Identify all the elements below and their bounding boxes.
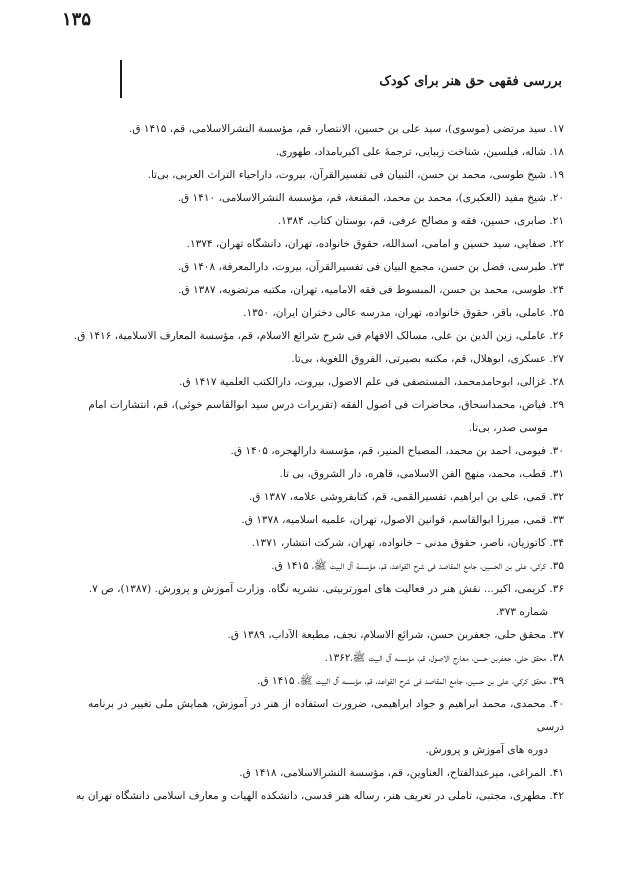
reference-item xyxy=(88,256,564,279)
reference-item xyxy=(88,693,564,762)
reference-item xyxy=(75,785,564,808)
reference-item xyxy=(88,187,564,210)
reference-text: ۳۱. قطب، محمد، منهج الفن الاسلامی، قاهره، دار الشروق، بی تا. xyxy=(279,468,564,480)
reference-item xyxy=(88,486,564,509)
reference-item xyxy=(88,647,564,670)
page-number: ۱۳۵ xyxy=(62,9,92,30)
reference-item xyxy=(88,509,564,532)
reference-item xyxy=(88,555,564,578)
reference-text: ۲۰. شیخ مفید (العکبری)، محمد بن محمد، المقنعة، قم، مؤسسة النشرالاسلامی، ۱۴۱۰ ق. xyxy=(177,192,564,204)
reference-text: ۴۰. محمدی، محمد ابراهیم و جواد ابراهیمی، ضرورت استفاده از هنر در آموزش، همایش ملی تغییر در برنامه درسی xyxy=(88,698,564,733)
reference-item xyxy=(88,371,564,394)
reference-text: ۴۲. مطهری، مجتبی، تاملی در تعریف هنر، رساله هنر قدسی، دانشکده الهیات و معارف اسلامی دانشگاه تهران به xyxy=(75,790,564,802)
reference-text: ۲۸. غزالی، ابوحامدمحمد، المستصفی فی علم الاصول، بیروت، دارالکتب العلمیة ۱۴۱۷ ق. xyxy=(179,376,564,388)
reference-text: ۳۹. محقق کرکی، علی بن حسین، جامع المقاصد فی شرح القواعد، قم، مؤسسه آل البیت ﷺ، ۱۴۱۵ ق. xyxy=(257,675,564,687)
reference-text: ۲۴. طوسی، محمد بن حسن، المبسوط فی فقه الامامیه، تهران، مکتبه مرتضویه، ۱۳۸۷ ق. xyxy=(178,284,564,296)
reference-item xyxy=(88,348,564,371)
reference-text: ۳۸. محقق حلی، جعفربن حسن، معارج الاصول، قم، مؤسسه آل البیت ﷺ،۱۳۶۲. xyxy=(324,652,564,664)
reference-text: ۲۲. صفایی، سید حسین و امامی، اسدالله، حقوق خانواده، تهران، دانشگاه تهران، ۱۳۷۴. xyxy=(186,238,564,250)
reference-item xyxy=(88,624,564,647)
reference-item xyxy=(88,233,564,256)
reference-text: ۳۲. قمی، علی بن ابراهیم، تفسیرالقمی، قم، کتابفروشی علامه، ۱۳۸۷ ق. xyxy=(248,491,564,503)
reference-list xyxy=(73,118,564,808)
reference-text: ۳۶. کریمی، اکبر... نقش هنر در فعالیت های امورتربیتی. نشریه نگاه. وزارت آموزش و پرورش. (۱۳۸۷)، ص ۷. xyxy=(88,583,564,595)
reference-text: ۳۰. فیومی، احمد بن محمد، المصباح المنیر، قم، مؤسسة دارالهجره، ۱۴۰۵ ق. xyxy=(230,445,564,457)
reference-item xyxy=(88,141,564,164)
reference-item xyxy=(73,325,564,348)
running-title: بررسی فقهی حق هنر برای کودک xyxy=(379,74,562,89)
reference-continuation: موسی صدر، بی‌تا. xyxy=(468,422,548,434)
running-header xyxy=(62,62,562,92)
header-separator xyxy=(120,60,122,98)
reference-text: ۲۷. عسکری، ابوهلال، قم، مکتبه بصیرتی، الفروق اللغویة، بی‌تا. xyxy=(291,353,564,365)
reference-item xyxy=(88,164,564,187)
reference-text: ۱۹. شیخ طوسی، محمد بن حسن، التبیان فی تفسیرالقرآن، بیروت، داراحیاء التراث العربی، بی‌تا. xyxy=(147,169,564,181)
reference-continuation: دوره های آموزش و پرورش. xyxy=(425,744,548,756)
reference-item xyxy=(88,463,564,486)
reference-continuation: شماره ۳۷۳. xyxy=(495,606,548,618)
reference-item xyxy=(88,279,564,302)
reference-item xyxy=(88,394,564,440)
reference-text: ۳۵. کرکی، علی بن الحسین، جامع المقاصد فی شرح القواعد، قم، مؤسسة آل البیت ﷺ، ۱۴۱۵ ق. xyxy=(271,560,564,572)
reference-text: ۱۸. شاله، فیلسین، شناخت زیبایی، ترجمهٔ علی اکبربامداد، طهوری. xyxy=(275,146,564,158)
reference-item xyxy=(88,440,564,463)
reference-item xyxy=(88,118,564,141)
reference-text: ۴۱. المراغی، میرعبدالفتاح، العناوین، قم، مؤسسة النشرالاسلامی، ۱۴۱۸ ق. xyxy=(239,767,564,779)
reference-text: ۳۴. کاتوزیان، ناصر، حقوق مدنی – خانواده، تهران، شرکت انتشار، ۱۳۷۱. xyxy=(251,537,564,549)
reference-item xyxy=(88,578,564,624)
reference-item xyxy=(88,302,564,325)
reference-item xyxy=(88,532,564,555)
reference-text: ۲۳. طبرسی، فضل بن حسن، مجمع البیان فی تفسیرالقرآن، بیروت، دارالمعرفة، ۱۴۰۸ ق. xyxy=(177,261,564,273)
reference-text: ۲۱. صابری، حسین، فقه و مصالح عرفی، قم، بوستان کتاب، ۱۳۸۴. xyxy=(277,215,564,227)
reference-text: ۳۳. قمی، میرزا ابوالقاسم، قوانین الاصول، تهران، علمیه اسلامیه، ۱۳۷۸ ق. xyxy=(241,514,564,526)
reference-text: ۲۶. عاملی، زین الدین بن علی، مسالک الافهام فی شرح شرائع الاسلام، قم، مؤسسة المعارف الاسلامیة، ۱۴۱۶ ق. xyxy=(73,330,564,342)
reference-item xyxy=(88,210,564,233)
reference-text: ۱۷. سید مرتضی (موسوی)، سید علی بن حسین، الانتصار، قم، مؤسسة النشرالاسلامی، قم، ۱۴۱۵ ق. xyxy=(128,123,564,135)
reference-text: ۲۹. فیاض، محمداسحاق، محاضرات فی اصول الفقه (تقریرات درس سید ابوالقاسم خوئی)، قم، انتشارات امام xyxy=(88,399,564,411)
reference-item xyxy=(88,670,564,693)
reference-item xyxy=(88,762,564,785)
reference-text: ۲۵. عاملی، باقر، حقوق خانواده، تهران، مدرسه عالی دختران ایران، ۱۳۵۰. xyxy=(243,307,564,319)
reference-text: ۳۷. محقق حلی، جعفربن حسن، شرائع الاسلام، نجف، مطبعة الآداب، ۱۳۸۹ ق. xyxy=(227,629,564,641)
